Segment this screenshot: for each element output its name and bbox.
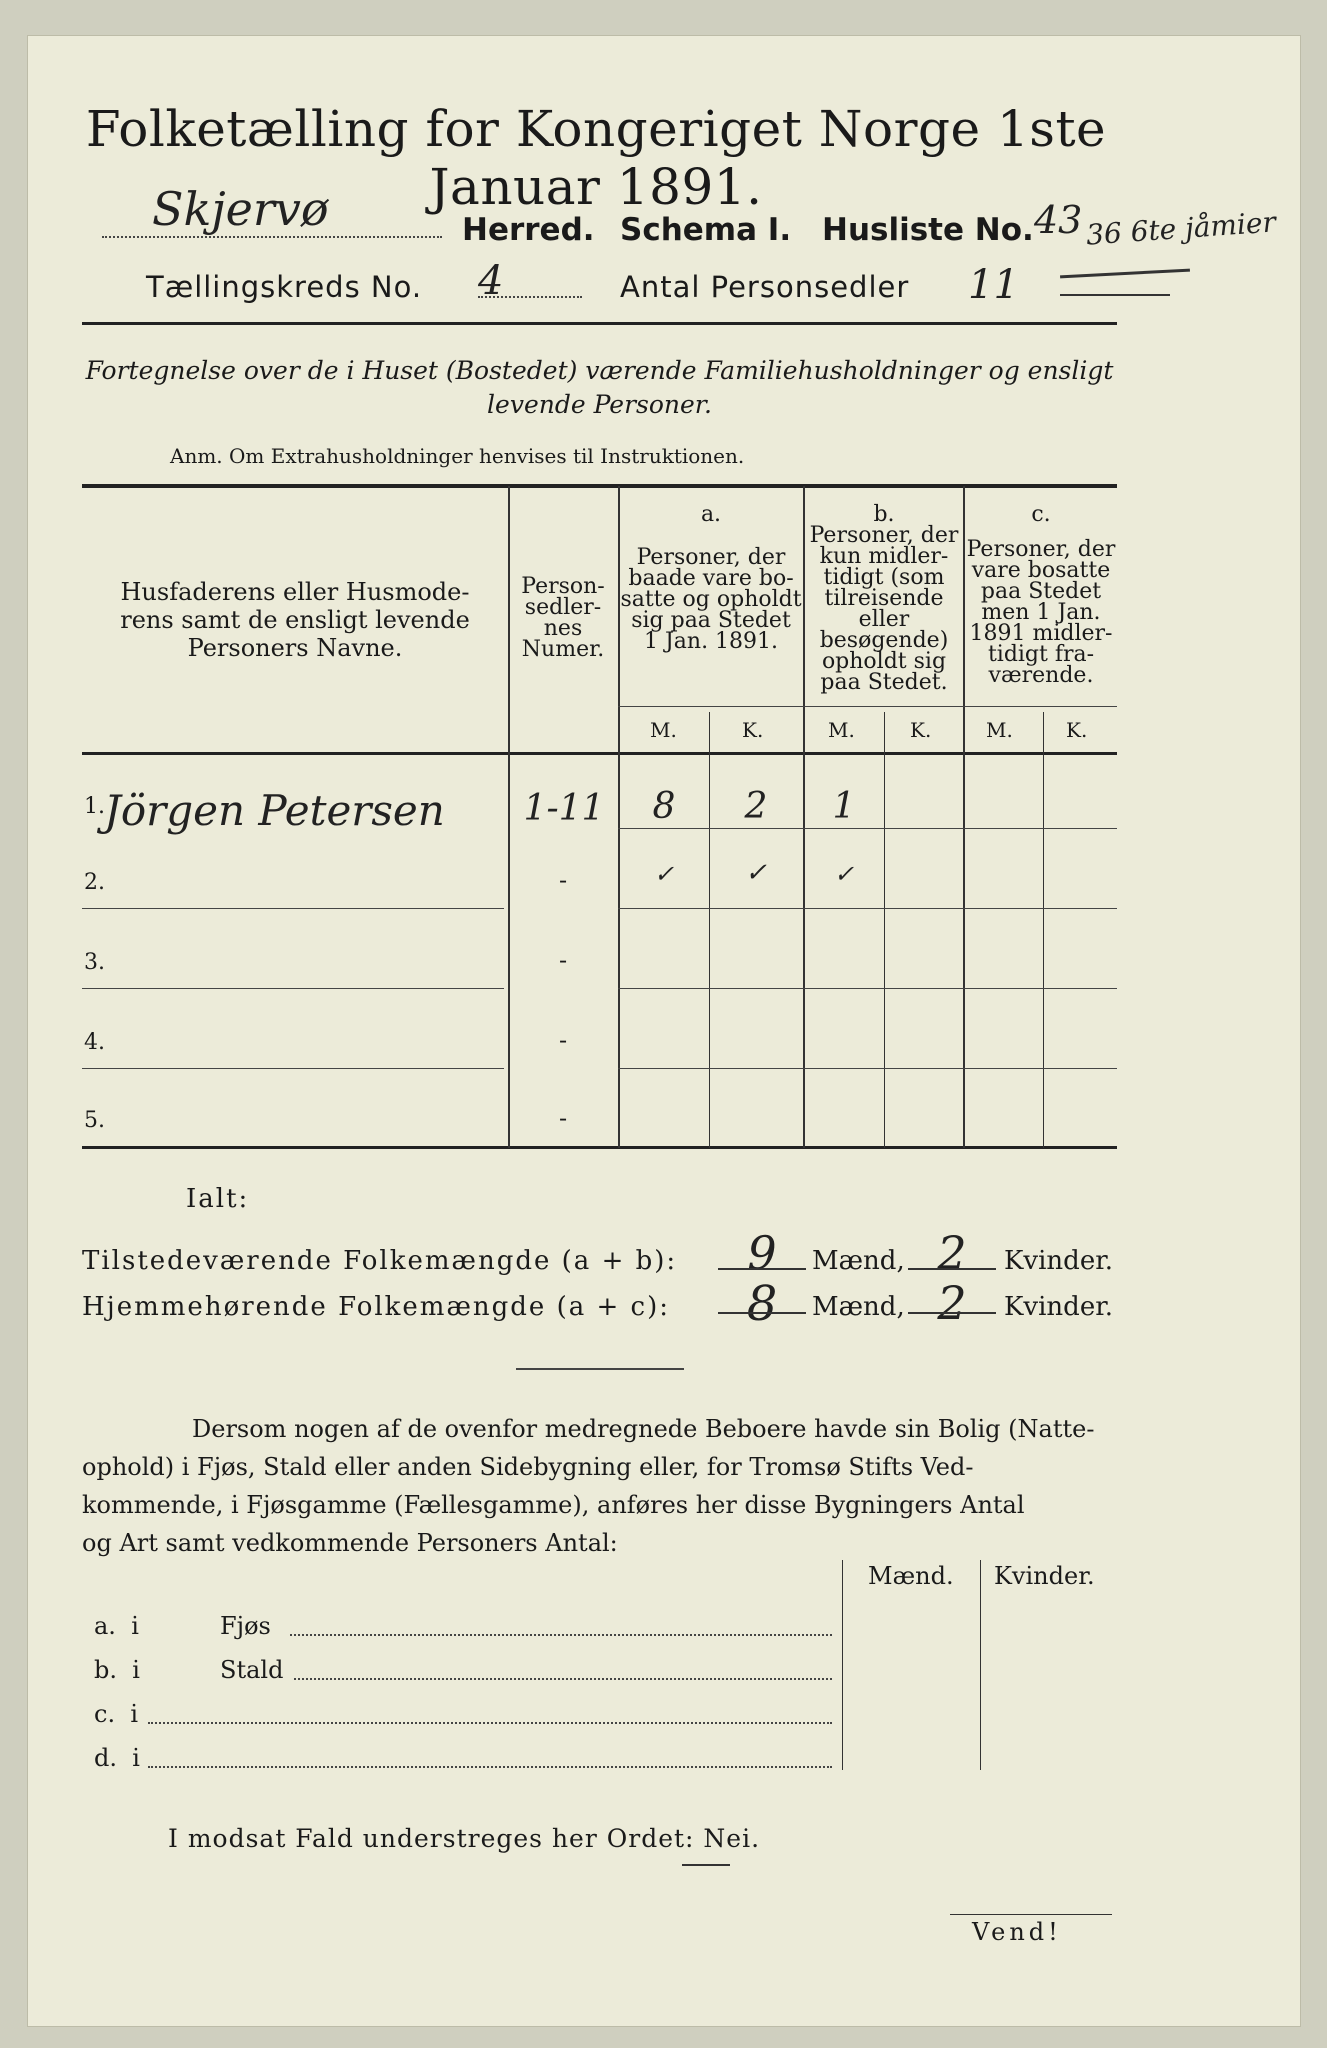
pen-stroke-2 (1060, 294, 1170, 296)
header-rule (82, 322, 1117, 325)
vend-label: Vend! (972, 1918, 1062, 1946)
row-line-right-2 (618, 908, 1117, 909)
row-2-a-m: ✓ (653, 860, 675, 888)
tilstede-men-line (718, 1268, 806, 1270)
b-m-header: M. (828, 718, 855, 742)
row-5-num: - (558, 1104, 568, 1132)
tilstede-label: Tilstedeværende Folkemængde (a + b): (82, 1246, 678, 1276)
nei-instruction: I modsat Fald understreges her Ordet: Nei. (168, 1824, 761, 1853)
hjemme-women: 2 (937, 1276, 967, 1330)
anm-note: Anm. Om Extrahusholdninger henvises til Instruktionen. (170, 444, 745, 468)
row-line-3 (82, 988, 504, 989)
row-line-4 (82, 1068, 504, 1069)
row-5-number: 5. (84, 1108, 105, 1133)
maend-column-header: Mænd. (868, 1562, 954, 1590)
row-2-num: - (558, 866, 568, 894)
item-a-dots (290, 1634, 832, 1636)
col-line-b-mk (884, 712, 885, 1148)
item-b-dots (294, 1678, 832, 1680)
tilstede-men: 9 (747, 1226, 777, 1280)
section-divider (516, 1368, 684, 1370)
intro-line-2: levende Personer. (487, 390, 712, 419)
kreds-label: Tællingskreds No. (146, 270, 423, 304)
table-head-rule (82, 752, 1117, 755)
tilstede-women-line (908, 1268, 996, 1270)
col-header-a: a. Personer, der baade vare bo- satte og opholdt sig paa Stedet 1 Jan. 1891. (620, 502, 802, 654)
item-b: b. i Stald (94, 1656, 284, 1684)
b-k-header: K. (910, 718, 932, 742)
husliste-label: Husliste No. (822, 212, 1034, 248)
hjemme-kvinder: Kvinder. (1004, 1292, 1114, 1322)
husliste-note: 36 6te jåmier (1085, 205, 1277, 252)
herred-value: Skjervø (152, 182, 329, 236)
item-a: a. i Fjøs (94, 1612, 271, 1640)
row-2-b-m: ✓ (833, 860, 855, 888)
item-c-dots (148, 1722, 832, 1724)
kreds-value: 4 (478, 258, 504, 304)
husliste-value: 43 (1034, 198, 1083, 242)
hjemme-label: Hjemmehørende Folkemængde (a + c): (82, 1292, 670, 1322)
item-c: c. i (94, 1700, 139, 1728)
hjemme-women-line (908, 1312, 996, 1314)
hjemme-men: 8 (746, 1276, 778, 1332)
row-line-right-4 (618, 1068, 1117, 1069)
item-d: d. i (94, 1744, 140, 1772)
row-1-num: 1-11 (523, 788, 605, 829)
table-bottom-rule (82, 1146, 1117, 1149)
mk-header-line (618, 706, 1117, 707)
c-k-header: K. (1066, 718, 1088, 742)
intro-line-1: Fortegnelse over de i Huset (Bostedet) værende Familiehusholdninger og ensligt (85, 356, 1114, 385)
bottom-col-line-2 (980, 1560, 981, 1770)
row-line-2 (82, 908, 504, 909)
col-header-b: b. Personer, der kun midler- tidigt (som tilreisende eller besøgende) opholdt sig paa Stedet. (809, 502, 959, 695)
tilstede-kvinder: Kvinder. (1004, 1246, 1114, 1276)
tilstede-maend: Mænd, (812, 1246, 905, 1276)
row-1-b-m: 1 (832, 786, 856, 827)
herred-label: Herred. (462, 212, 595, 248)
herred-field (102, 182, 442, 238)
kvinder-column-header: Kvinder. (994, 1562, 1095, 1590)
row-line-right-1 (618, 828, 1117, 829)
bottom-col-line-1 (842, 1560, 843, 1770)
hjemme-men-line (718, 1312, 806, 1314)
a-m-header: M. (650, 718, 677, 742)
row-3-num: - (558, 946, 568, 974)
row-1-a-m: 8 (652, 786, 676, 827)
col-header-name: Husfaderens eller Husmode- rens samt de ensligt levende Personers Navne. (120, 578, 470, 662)
bottom-paragraph: Dersom nogen af de ovenfor medregnede Beboere havde sin Bolig (Natte- ophold) i Fjøs, Stald eller anden Sidebygning eller, for Tromsø Stifts Ved- kommende, i Fjøsgamme (Fællesgamme), anføres her disse Bygningers Antal og Art samt vedkommende Personers Antal: (82, 1415, 1095, 1557)
col-line-a-mk (709, 712, 710, 1148)
nei-underline (682, 1864, 730, 1866)
row-1-number: 1. (84, 794, 105, 819)
row-3-number: 3. (84, 950, 105, 975)
col-line-c-mk (1043, 712, 1044, 1148)
row-2-number: 2. (84, 870, 105, 895)
form-title: Folketælling for Kongeriget Norge 1ste Januar 1891. (85, 100, 1107, 216)
row-1-name: Jörgen Petersen (104, 786, 445, 835)
col-header-num: Person- sedler- nes Numer. (521, 574, 605, 662)
row-1-a-k: 2 (744, 786, 768, 827)
census-form-sheet (28, 36, 1300, 2026)
row-4-number: 4. (84, 1030, 105, 1055)
a-k-header: K. (742, 718, 764, 742)
col-header-c: c. Personer, der vare bosatte paa Stedet men 1 Jan. 1891 midler- tidigt fra- værende. (966, 502, 1116, 688)
vend-rule (950, 1914, 1112, 1915)
tilstede-women: 2 (937, 1226, 967, 1280)
c-m-header: M. (986, 718, 1013, 742)
row-line-right-3 (618, 988, 1117, 989)
schema-label: Schema I. (620, 212, 792, 248)
personsedler-label: Antal Personsedler (620, 270, 910, 304)
hjemme-maend: Mænd, (812, 1292, 905, 1322)
ialt-label: Ialt: (186, 1184, 250, 1214)
table-top-rule (82, 484, 1117, 488)
row-2-a-k: ✓ (745, 858, 767, 888)
item-d-dots (148, 1766, 832, 1768)
personsedler-value: 11 (968, 262, 1019, 308)
row-4-num: - (558, 1026, 568, 1054)
